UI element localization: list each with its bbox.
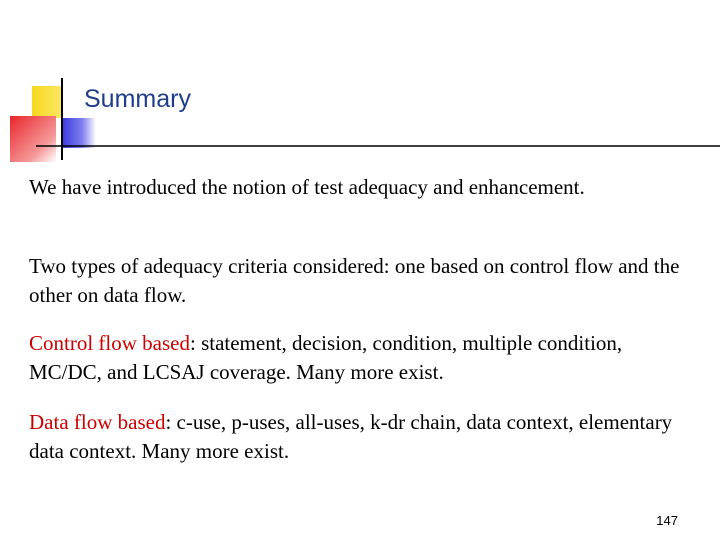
bullet-paragraph-criteria-types: Two types of adequacy criteria considered: one based on control flow and the other on data flow. (29, 254, 680, 307)
slide-title: Summary (84, 85, 191, 113)
logo-blue-square (62, 118, 96, 148)
bullet-paragraph-data-flow (29, 408, 689, 466)
data-flow-heading: Data flow based (29, 410, 166, 434)
logo-yellow-square (32, 86, 62, 118)
page-number: 147 (656, 513, 678, 528)
logo-red-square (10, 116, 56, 162)
bullet-paragraph-control-flow (29, 329, 689, 387)
control-flow-text: : statement, decision, condition, multiple condition, MC/DC, and LCSAJ coverage. Many more exist. (29, 331, 623, 384)
bullet-paragraph-intro: We have introduced the notion of test adequacy and enhancement. (29, 175, 585, 199)
control-flow-heading: Control flow based (29, 331, 190, 355)
data-flow-text: : c-use, p-uses, all-uses, k-dr chain, data context, elementary data context. Many more exist. (29, 410, 673, 463)
